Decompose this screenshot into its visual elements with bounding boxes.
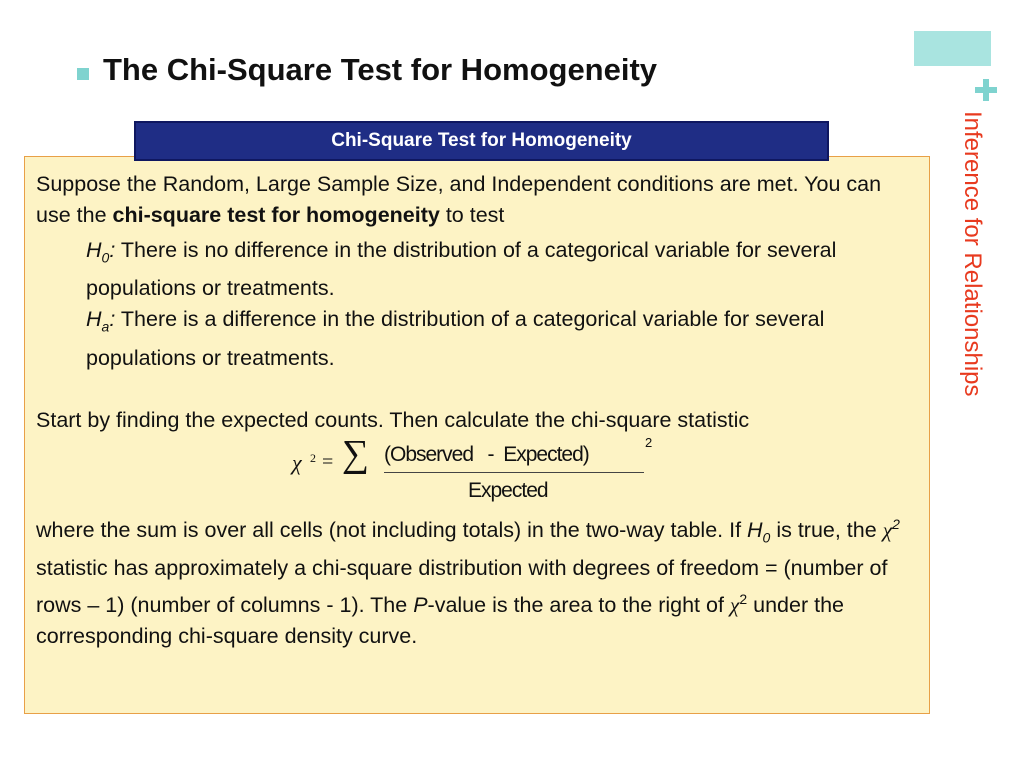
formula-sum-symbol: ∑ (342, 432, 370, 475)
where-text-5: under the corresponding chi-square density curve. (36, 593, 844, 649)
h0-symbol: H (86, 238, 102, 262)
intro-text-end: to test (439, 203, 505, 227)
formula-fraction-bar (384, 472, 644, 473)
box-header: Chi-Square Test for Homogeneity (134, 121, 829, 161)
where-p-symbol: P (413, 593, 428, 618)
definition-box (24, 156, 930, 714)
where-h-symbol: H (747, 517, 763, 542)
side-section-label: Inference for Relationships (959, 111, 986, 397)
h0-text: There is no difference in the distribution of a categorical variable for several populations or treatments. (86, 238, 837, 301)
where-chi-symbol-2: χ (729, 593, 740, 618)
formula-chi-exponent: 2 (310, 450, 316, 465)
chi-square-formula (36, 432, 917, 509)
h0-colon: : (109, 238, 116, 262)
where-text-1: where the sum is over all cells (not including totals) in the two-way table. If (36, 517, 748, 542)
ha-subscript: a (101, 318, 110, 335)
formula-denominator: Expected (468, 478, 548, 502)
where-text-2: is true, the (770, 517, 883, 542)
where-text-3: statistic has approximately a chi-square distribution with degrees of freedom = (number of rows – 1) (number of columns - 1). The (36, 556, 888, 618)
corner-decoration (914, 31, 991, 66)
formula-chi: χ (292, 449, 302, 475)
null-hypothesis (86, 235, 917, 304)
ha-text: There is a difference in the distribution of a categorical variable for several populations or treatments. (86, 307, 825, 370)
formula-numerator: (Observed - Expected) (384, 442, 589, 466)
formula-equals: = (322, 450, 334, 473)
ha-symbol: H (86, 307, 102, 332)
where-chi-symbol: χ (882, 517, 893, 542)
ha-colon: : (109, 307, 116, 332)
intro-paragraph (36, 169, 917, 231)
intro-text: Suppose the Random, Large Sample Size, and Independent conditions are met. You can use the (36, 172, 882, 227)
where-chi-exponent: 2 (892, 515, 900, 532)
start-paragraph: Start by finding the expected counts. Then calculate the chi-square statistic (36, 407, 750, 432)
formula-numerator-exponent: 2 (645, 434, 653, 450)
title-bullet (77, 68, 89, 80)
slide-title: The Chi-Square Test for Homogeneity (103, 52, 658, 87)
alternative-hypothesis (86, 304, 917, 373)
where-h-subscript: 0 (762, 529, 771, 546)
h0-subscript: 0 (101, 249, 110, 266)
where-text-4: -value is the area to the right of (427, 593, 730, 618)
intro-bold-term: chi-square test for homogeneity (112, 203, 440, 227)
plus-icon (972, 76, 1000, 104)
where-chi-exponent-2: 2 (739, 591, 748, 608)
distribution-paragraph (36, 509, 917, 653)
